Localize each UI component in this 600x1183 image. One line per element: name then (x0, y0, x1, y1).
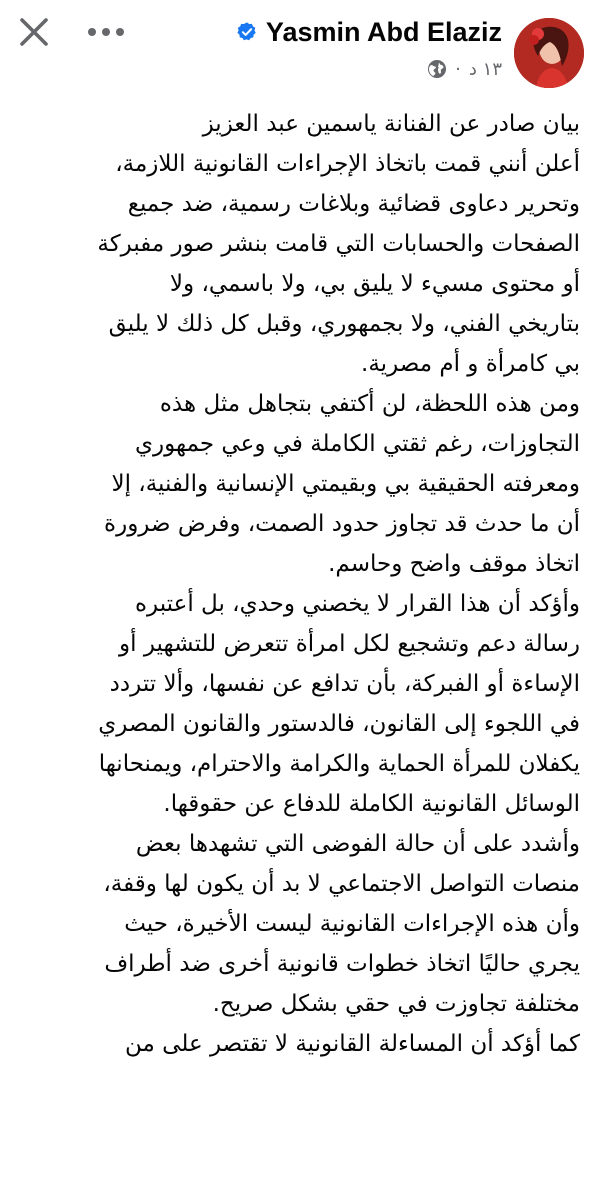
post-text-line: مختلفة تجاوزت في حقي بشكل صريح. (212, 991, 580, 1017)
post-text-line: يكفلان للمرأة الحماية والكرامة والاحترام، ويمنحانها (98, 751, 580, 777)
avatar-image (514, 18, 584, 88)
post-header (0, 0, 600, 92)
post-text-line: التجاوزات، رغم ثقتي الكاملة في وعي جمهوري (135, 431, 580, 457)
post-text-line: كما أؤكد أن المساءلة القانونية لا تقتصر على من (125, 1031, 580, 1057)
post-text-line: أو محتوى مسيء لا يليق بي، ولا باسمي، ولا (169, 271, 580, 297)
post-text-line: اتخاذ موقف واضح وحاسم. (328, 551, 580, 577)
close-icon (16, 14, 52, 50)
verified-badge-icon (236, 21, 258, 43)
close-button[interactable] (16, 14, 52, 50)
post-text-line: أن ما حدث قد تجاوز حدود الصمت، وفرض ضرورة (104, 511, 580, 537)
post-text-line: منصات التواصل الاجتماعي لا بد أن يكون لها وقفة، (103, 871, 580, 897)
post-text-line: يجري حاليًا اتخاذ خطوات قانونية أخرى ضد أطراف (104, 951, 580, 977)
post-text-line: وتحرير دعاوى قضائية وبلاغات رسمية، ضد جميع (127, 191, 580, 217)
avatar[interactable] (514, 18, 584, 88)
post-text-line: وأن هذه الإجراءات القانونية ليست الأخيرة، حيث (124, 911, 580, 937)
post-text-line: الصفحات والحسابات التي قامت بنشر صور مفبركة (97, 231, 580, 257)
post-text-line: أعلن أنني قمت باتخاذ الإجراءات القانونية اللازمة، (115, 151, 580, 177)
post-text-line: بي كامرأة و أم مصرية. (361, 351, 580, 377)
post-text-line: رسالة دعم وتشجيع لكل امرأة تتعرض للتشهير أو (119, 631, 580, 657)
post-text-line: الوسائل القانونية الكاملة للدفاع عن حقوقها. (163, 791, 580, 817)
post-text-line: بيان صادر عن الفنانة ياسمين عبد العزيز (202, 111, 580, 137)
post-timestamp[interactable]: ١٣ د (468, 58, 502, 80)
post-text-line: وأشدد على أن حالة الفوضى التي تشهدها بعض (135, 831, 580, 857)
more-dot (102, 28, 110, 36)
post-text-line: وأؤكد أن هذا القرار لا يخصني وحدي، بل أعتبره (134, 591, 580, 617)
post-text (24, 104, 580, 1064)
post-text-line: ومن هذه اللحظة، لن أكتفي بتجاهل مثل هذه (159, 391, 580, 417)
post-text-line: في اللجوء إلى القانون، فالدستور والقانون المصري (98, 711, 580, 737)
post-text-line: بتاريخي الفني، ولا بجمهوري، وقبل كل ذلك لا يليق (108, 311, 580, 337)
post-meta (427, 56, 502, 82)
post-text-line: ومعرفته الحقيقية بي وبقيمتي الإنسانية والفنية، إلا (111, 471, 580, 497)
author-name[interactable]: Yasmin Abd Elaziz (265, 16, 502, 47)
post-text-line: الإساءة أو الفبركة، بأن تدافع عن نفسها، وألا تتردد (109, 671, 580, 697)
more-dot (116, 28, 124, 36)
more-horizontal-icon (88, 28, 96, 36)
more-options-button[interactable] (86, 24, 126, 40)
meta-separator: · (455, 58, 461, 80)
author-row (236, 14, 502, 50)
globe-icon[interactable] (427, 59, 447, 79)
